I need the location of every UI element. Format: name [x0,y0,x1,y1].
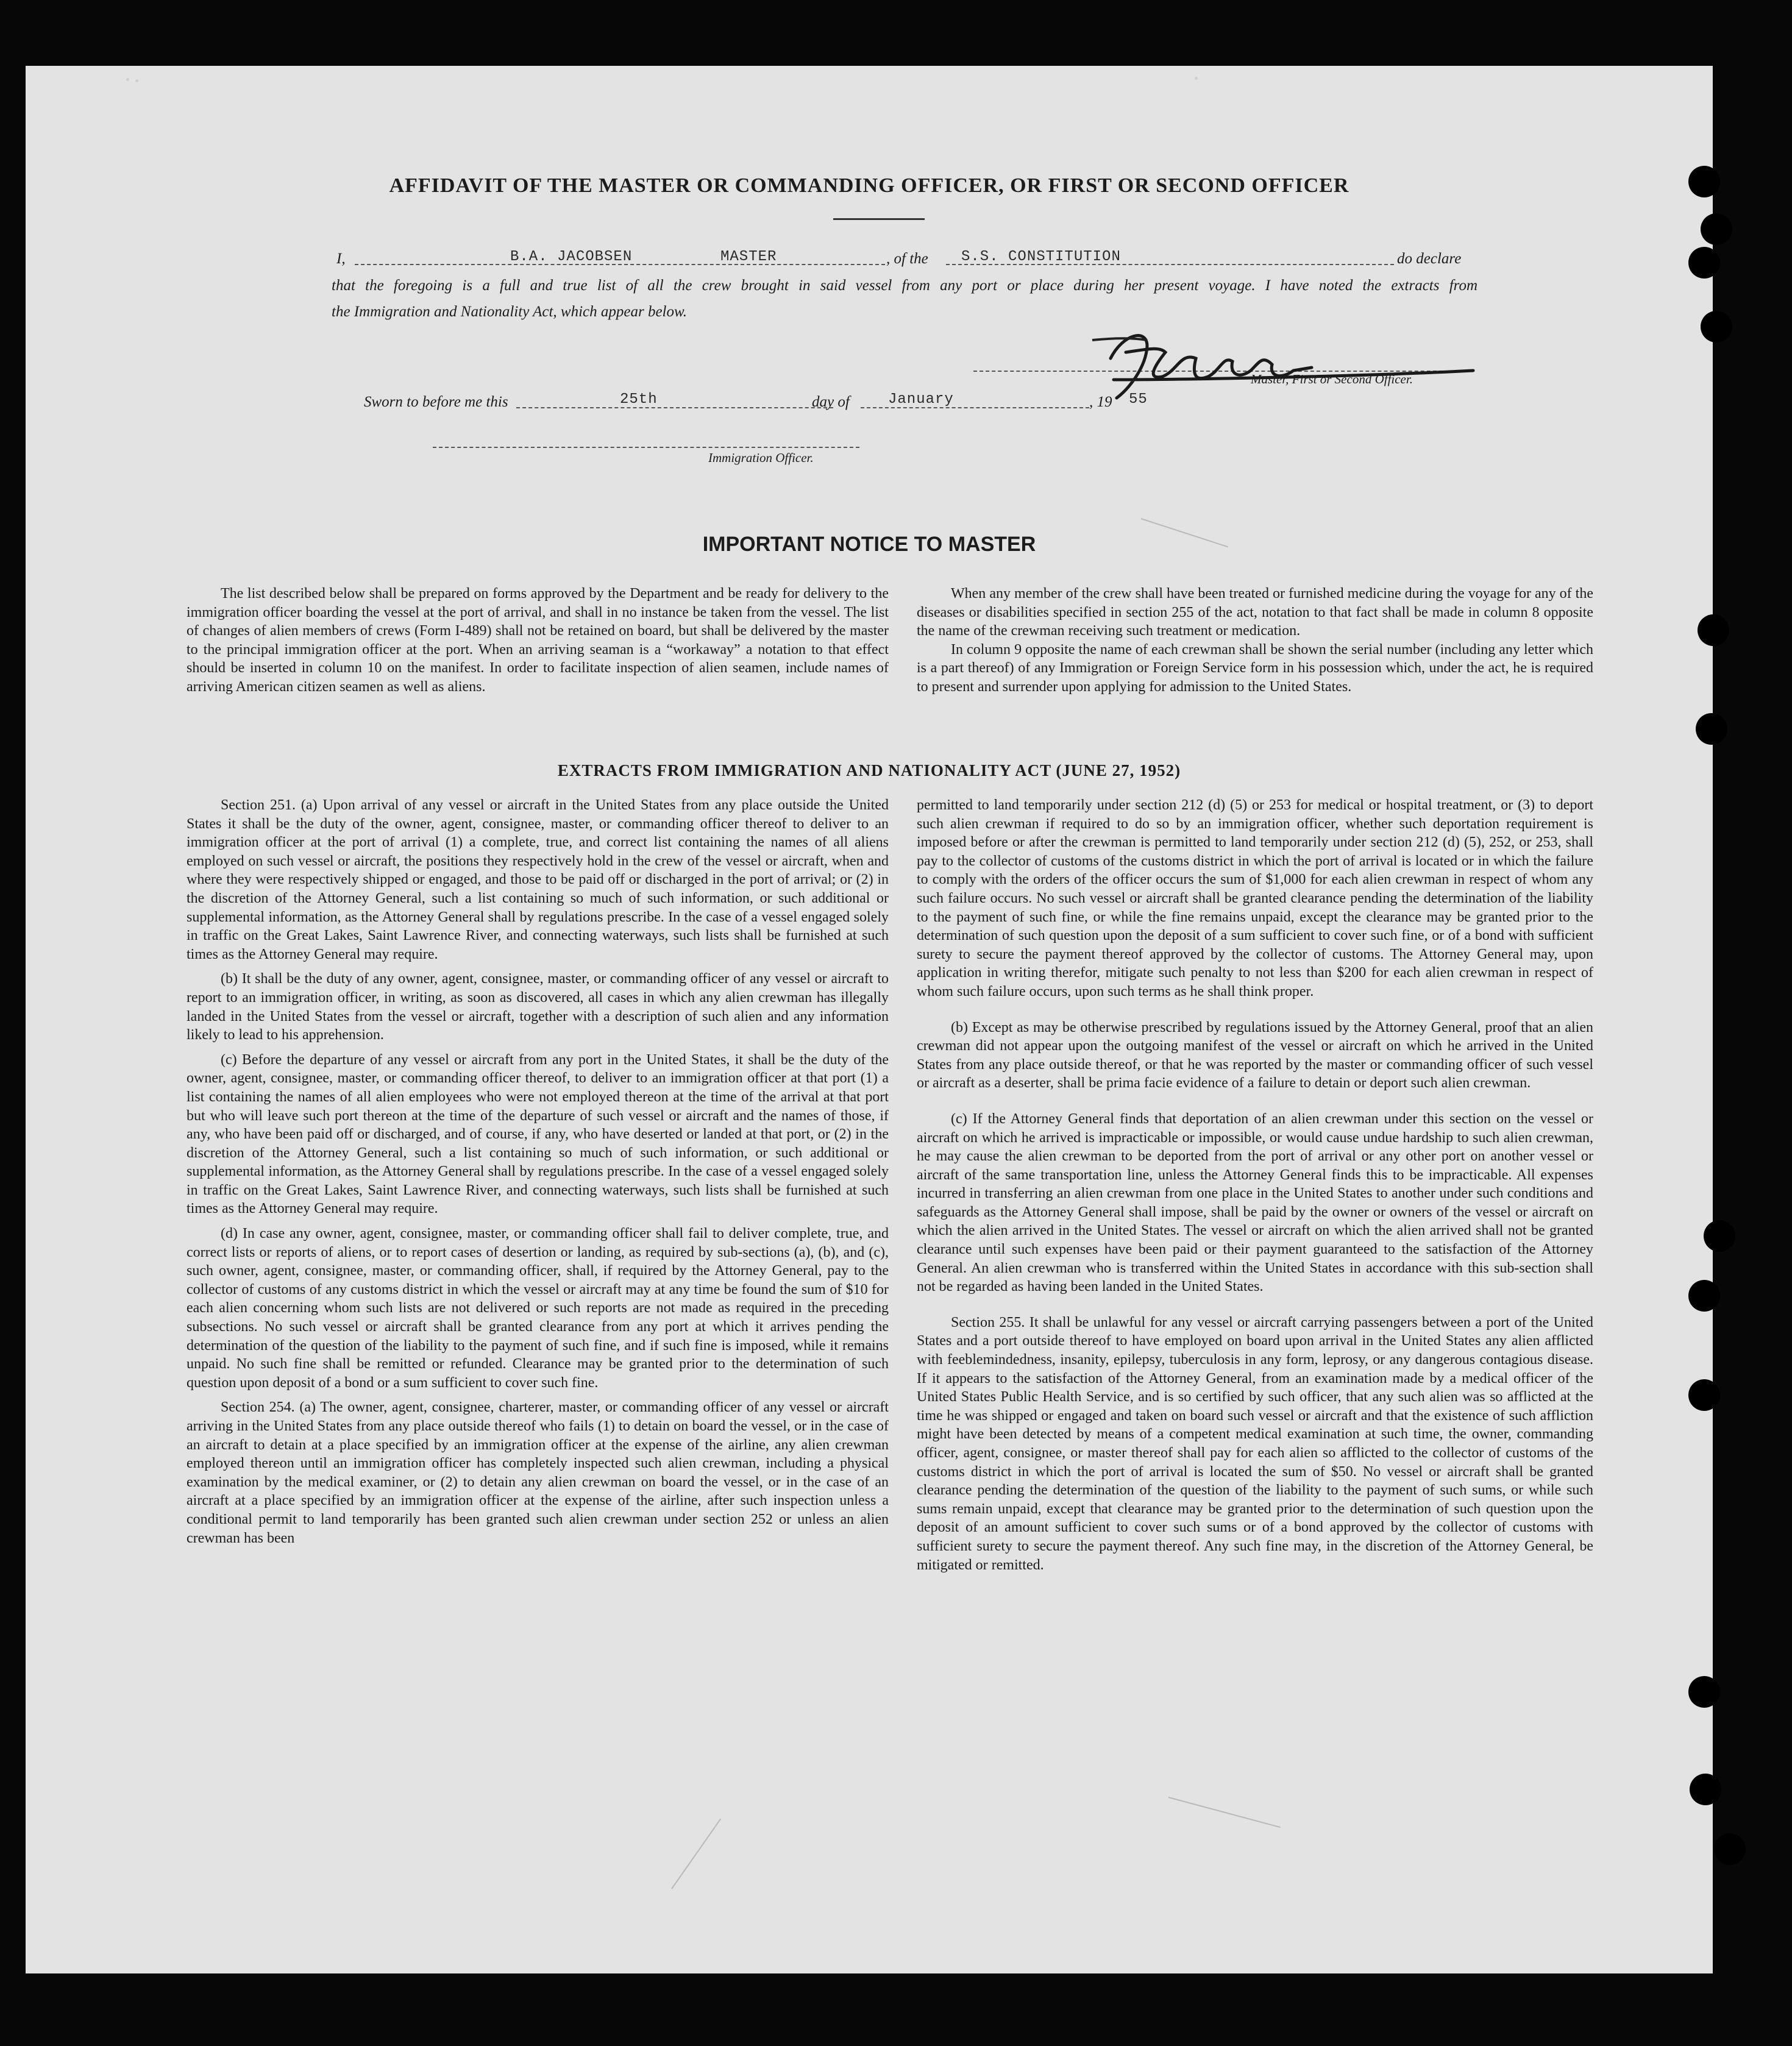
scan-speck [135,79,138,82]
punch-hole [1688,1379,1720,1411]
immigration-officer-line [433,447,859,448]
declaration-line-3: the Immigration and Nationality Act, which appear below. [332,304,688,320]
day-line [516,407,833,408]
statute-paragraph: permitted to land temporarily under section 212 (d) (5) or 253 for medical or hospital treatment, or (3) to deport such alien crewman if required to do so by an immigration officer, whether such deportation requirement is imposed before or after the crewman is permitted to land temporarily under section 212 (d) (5), 252, or 253, shall pay to the collector of customs of the customs district in which the port of arrival is located or in which the failure to comply with the orders of the officer occurs the sum of $1,000 for each alien crewman in respect of whom any such failure occurs. No such vessel or aircraft shall be granted clearance pending the determination of the liability to the payment of such fine, or while the fine remains unpaid, except the clearance may be granted prior to the determination of such question upon the deposit of a sum sufficient to cover such fine, or of a bond with sufficient surety to secure the payment thereof approved by the collector of customs. The Attorney General may, upon application in writing therefor, mitigate such penalty to not less than $200 for each alien crewman in respect of whom such failure occurs, upon such terms as he shall think proper. [917,797,1593,1000]
statute-paragraph: Section 254. (a) The owner, agent, consignee, charterer, master, or commanding officer of any vessel or aircraft arriving in the United States from any place outside thereof who fails (1) to detain on board the vessel, or in the case of an aircraft to detain at a place specified by an immigration officer at the expense of the airline, any alien crewman employed thereon until an immigration officer has completely inspected such alien crewman, including a physical examination by the medical examiner, or (2) to detain any alien crewman on board the vessel, or in the case of an aircraft at a place specified by an immigration officer at the expense of the airline, after such inspection unless a conditional permit to land temporarily has been granted such alien crewman under section 252 or unless an alien crewman has been [187,1399,889,1546]
year-prefix: , 19 [1089,394,1112,410]
notice-left-column [187,584,889,703]
scan-speck [126,78,129,81]
statute-paragraph: (b) Except as may be otherwise prescribed by regulations issued by the Attorney General, proof that an alien crewman did not appear upon the outgoing manifest of the vessel or aircraft on which he arrived in the United States from any place outside thereof, or that he was reported by the master or commanding officer of such vessel or aircraft as a deserter, shall be prima facie evidence of a failure to detain or deport such alien crewman. [917,1019,1593,1092]
do-declare-label: do declare [1397,250,1462,267]
document-page [26,66,1713,1973]
affidavit-title: AFFIDAVIT OF THE MASTER OR COMMANDING OFFICER, OR FIRST OR SECOND OFFICER [389,174,1349,197]
punch-hole [1688,166,1720,197]
sworn-year: 55 [1129,391,1148,408]
scan-speck [1195,77,1198,80]
notice-paragraph: When any member of the crew shall have been treated or furnished medicine during the voyage for any of the diseases or disabilities specified in section 255 of the act, notation to that fact shall be made in column 8 opposite the name of the crewman receiving such treatment or medication. [917,586,1593,639]
title-rule [833,218,925,220]
statute-paragraph: Section 251. (a) Upon arrival of any vessel or aircraft in the United States from any place outside the United States it shall be the duty of the owner, agent, consignee, master, or commanding officer thereof to deliver to an immigration officer at the port of arrival (1) a complete, true, and correct list containing the names of all aliens employed on such vessel or aircraft, the positions they respectively hold in the crew of the vessel or aircraft, when and where they were respectively shipped or engaged, and those to be paid off or discharged in the port of arrival; or (2) in the discretion of the Attorney General, such a list containing so much of such information, or such additional or supplemental information, as the Attorney General shall by regulations prescribe. In the case of a vessel engaged solely in traffic on the Great Lakes, Saint Lawrence River, and connecting waterways, such lists shall be furnished at such times as the Attorney General may require. [187,797,889,962]
notice-paragraph: The list described below shall be prepared on forms approved by the Department and be ready for delivery to the immigration officer boarding the vessel at the port of arrival, and shall in no instance be taken from the vessel. The list of changes of alien members of crews (Form I-489) shall not be retained on board, but shall be delivered by the master to the principal immigration officer at the port. When an arriving seaman is a “workaway” a notation to that effect should be inserted in column 10 on the manifest. In order to facilitate inspection of alien seamen, include names of arriving American citizen seamen as well as aliens. [187,586,889,695]
declarant-prefix: I, [336,250,346,267]
scan-streak [671,1819,721,1889]
notice-title: IMPORTANT NOTICE TO MASTER [702,533,1036,556]
extracts-left-column [187,796,889,1554]
declarant-name: B.A. JACOBSEN [510,249,633,265]
punch-hole [1704,1220,1735,1252]
day-of-label: day of [812,394,850,410]
punch-hole [1688,1280,1720,1312]
extracts-title: EXTRACTS FROM IMMIGRATION AND NATIONALITY ACT (JUNE 27, 1952) [557,761,1181,780]
declarant-rank: MASTER [720,249,777,265]
punch-hole [1698,614,1729,646]
sworn-label: Sworn to before me this [364,394,508,410]
statute-paragraph: (c) If the Attorney General finds that deportation of an alien crewman under this section on the vessel or aircraft on which he arrived is impracticable or impossible, or would cause undue hardship to such alien crewman, he may cause the alien crewman to be deported from the port of arrival or any other port on another vessel or aircraft of the same transportation line, unless the Attorney General finds this to be impracticable. All expenses incurred in transferring an alien crewman from one place in the United States to another under such conditions and safeguards as the Attorney General shall impose, shall be paid by the owner or owners of the vessel or aircraft on which the alien arrived in the United States. The vessel or aircraft on which the alien arrived shall not be granted clearance until such expenses have been paid or their payment guaranteed to the satisfaction of the Attorney General. An alien crewman who is transferred within the United States in accordance with this sub-section shall not be regarded as having been landed in the United States. [917,1110,1593,1295]
notice-right-column [917,584,1593,703]
statute-paragraph: (b) It shall be the duty of any owner, agent, consignee, master, or commanding officer of any vessel or aircraft to report to an immigration officer, in writing, as soon as discovered, all cases in which any alien crewman has illegally landed in the United States from the vessel or aircraft, together with a description of such alien and any information likely to lead to his apprehension. [187,971,889,1043]
statute-paragraph: Section 255. It shall be unlawful for any vessel or aircraft carrying passengers between a port of the United States and a port outside thereof to have employed on board upon arrival in the United States any alien afflicted with feeblemindedness, insanity, epilepsy, tuberculosis in any form, leprosy, or any dangerous contagious disease. If it appears to the satisfaction of the Attorney General, from an examination made by a medical officer of the United States Public Health Service, and is so certified by such officer, that any such alien was so afflicted at the time he was shipped or engaged and taken on board such vessel or aircraft and that the existence of such affliction might have been detected by means of a competent medical examination at such time, the owner, commanding officer, agent, consignee, or master thereof shall pay for each alien so afflicted to the collector of customs of the customs district in which the port of arrival is located the sum of $50. No vessel or aircraft shall be granted clearance pending the determination of the question of the liability to the payment of such sums, or while such sums remain unpaid, except that clearance may be granted prior to the determination of such question upon the deposit of an amount sufficient to cover such sums or of a bond approved by the collector of customs with sufficient surety to secure the payment thereof. Any such fine may, in the discretion of the Attorney General, be mitigated or remitted. [917,1314,1593,1573]
punch-hole [1688,247,1720,279]
vessel-name: S.S. CONSTITUTION [961,249,1121,265]
sworn-month: January [888,391,954,408]
punch-hole [1701,311,1732,343]
punch-hole [1688,1676,1720,1708]
punch-hole [1696,713,1727,745]
declaration-line-2: that the foregoing is a full and true list of all the crew brought in said vessel from any port or place during her present voyage. I have noted the extracts from [332,277,1477,294]
scan-streak [1168,1797,1281,1828]
sworn-day: 25th [620,391,658,408]
punch-hole [1714,1833,1746,1865]
notice-paragraph: In column 9 opposite the name of each crewman shall be shown the serial number (including any letter which is a part thereof) of any Immigration or Foreign Service form in his possession which, under the act, he is required to present and surrender upon applying for admission to the United States. [917,641,1593,695]
master-signature [1056,322,1482,407]
statute-paragraph: (c) Before the departure of any vessel or aircraft from any port in the United States, it shall be the duty of the owner, agent, consignee, master, or commanding officer thereof, to deliver to an immigration officer at that port (1) a list containing the names of all alien employees who were not employed thereon at the time of the arrival at that port but who will leave such port thereon at the time of the departure of such vessel or aircraft and the names of those, if any, who have been paid off or discharged, and of course, if any, who have deserted or landed at that port, or (2) in the discretion of the Attorney General, such a list containing so much of such information, or such additional or supplemental information, as the Attorney General shall by regulations prescribe. In the case of a vessel engaged solely in traffic on the Great Lakes, Saint Lawrence River, and connecting waterways, such lists shall be furnished at such times as the Attorney General may require. [187,1051,889,1217]
extracts-right-column [917,796,1593,1580]
punch-hole [1701,213,1732,245]
signature-caption: Master, First or Second Officer. [1251,372,1413,386]
punch-hole [1690,1774,1721,1805]
statute-paragraph: (d) In case any owner, agent, consignee, master, or commanding officer shall fail to deliver complete, true, and correct lists or reports of aliens, or to report cases of desertion or landing, as required by sub-sections (a), (b), and (c), such owner, agent, consignee, master, or commanding officer, shall, if required by the Attorney General, pay to the collector of customs of any customs district in which the vessel or aircraft may at any time be found the sum of $10 for each alien concerning whom such lists are not delivered or such reports are not made as required in the preceding subsections. No such vessel or aircraft shall be granted clearance from any port at which it arrives pending the determination of the question of the liability to the payment of such fine, and if such fine is imposed, while it remains unpaid. No such fine shall be remitted or refunded. Clearance may be granted prior to the determination of such question upon deposit of a bond or a sum sufficient to cover such fine. [187,1226,889,1391]
immigration-officer-caption: Immigration Officer. [708,450,814,465]
of-the-label: , of the [886,250,928,267]
